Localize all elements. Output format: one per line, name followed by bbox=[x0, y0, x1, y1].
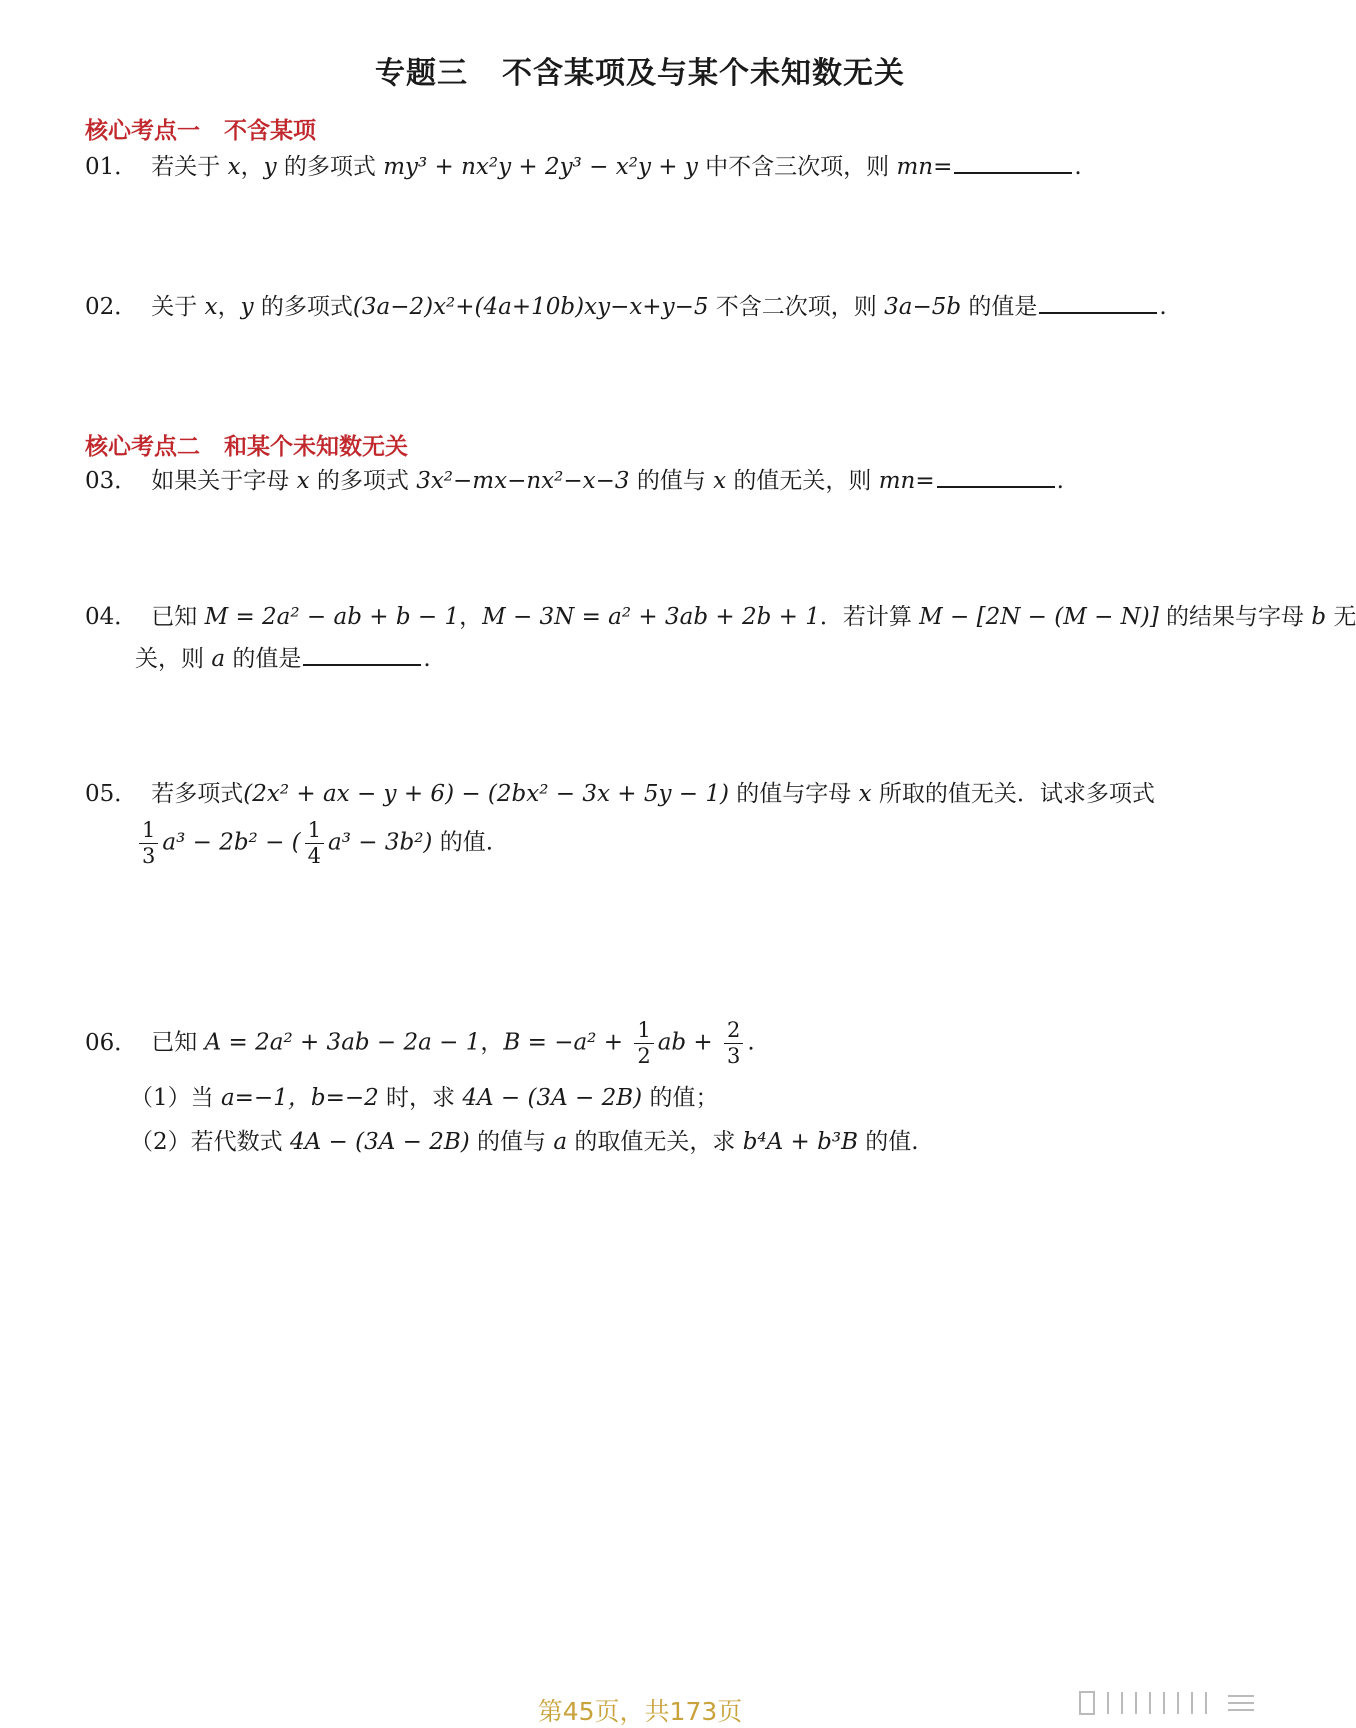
text: 已知 bbox=[151, 604, 205, 630]
section-label: 核心考点一 bbox=[85, 118, 200, 144]
var: x bbox=[227, 154, 241, 180]
answer-blank[interactable] bbox=[303, 646, 421, 666]
expression: a³ − 3b²) bbox=[328, 829, 433, 856]
title-part1: 专题三 bbox=[375, 56, 468, 91]
text: 中不含三次项，则 bbox=[697, 154, 897, 180]
text: 的值是 bbox=[961, 294, 1038, 320]
expression: 4A − (3A − 2B) bbox=[289, 1129, 470, 1155]
polynomial: (3a−2)x²+(4a+10b)xy−x+y−5 bbox=[352, 294, 709, 320]
numerator: 1 bbox=[634, 1018, 653, 1044]
denominator: 4 bbox=[307, 844, 322, 868]
answer-blank[interactable] bbox=[954, 154, 1072, 174]
denominator: 2 bbox=[637, 1044, 651, 1068]
section-name: 和某个未知数无关 bbox=[224, 434, 408, 460]
text: ， bbox=[240, 154, 264, 180]
var: y bbox=[263, 154, 277, 180]
var: a bbox=[553, 1129, 568, 1155]
text: 若代数式 bbox=[190, 1129, 290, 1155]
answer-blank[interactable] bbox=[937, 468, 1055, 488]
expression: 4A − (3A − 2B) bbox=[462, 1085, 643, 1111]
text: 不含二次项，则 bbox=[708, 294, 885, 320]
text: 若多项式 bbox=[151, 781, 244, 807]
formula-m: M = 2a² − ab + b − 1 bbox=[204, 604, 460, 630]
condition: a=−1，b=−2 bbox=[220, 1085, 379, 1111]
fraction-one-quarter bbox=[305, 818, 324, 869]
question-04-line2 bbox=[135, 646, 431, 671]
question-number: 04． bbox=[85, 604, 138, 630]
formula-a: A = 2a² + 3ab − 2a − 1 bbox=[204, 1029, 481, 1056]
text: 的值无关，则 bbox=[726, 468, 879, 494]
numerator: 2 bbox=[724, 1018, 743, 1044]
text: 的值与字母 bbox=[728, 781, 859, 807]
text: ， bbox=[459, 604, 483, 630]
text: 关于 bbox=[151, 294, 205, 320]
var: x bbox=[296, 468, 310, 494]
polynomial: (2x² + ax − y + 6) − (2bx² − 3x + 5y − 1) bbox=[243, 781, 729, 807]
section-name: 不含某项 bbox=[224, 118, 316, 144]
text: . bbox=[1074, 154, 1082, 180]
asked-expr: mn= bbox=[878, 468, 935, 494]
text: 的值. bbox=[432, 829, 494, 856]
question-number: 05． bbox=[85, 781, 138, 807]
question-05-line2 bbox=[135, 818, 493, 869]
expression: b⁴A + b³B bbox=[742, 1129, 858, 1155]
text: 的多项式 bbox=[253, 294, 353, 320]
denominator: 3 bbox=[727, 1044, 741, 1068]
question-06-part1 bbox=[130, 1087, 718, 1110]
question-05 bbox=[85, 783, 1155, 806]
question-03 bbox=[85, 468, 1064, 493]
text: 所取的值无关．试求多项式 bbox=[871, 781, 1155, 807]
question-06 bbox=[85, 1018, 755, 1069]
answer-blank[interactable] bbox=[1039, 294, 1157, 314]
question-06-part2 bbox=[130, 1131, 919, 1154]
question-02 bbox=[85, 294, 1167, 319]
text: 若关于 bbox=[151, 154, 228, 180]
asked-expr: 3a−5b bbox=[884, 294, 962, 320]
polynomial: 3x²−mx−nx²−x−3 bbox=[416, 468, 630, 494]
fraction-one-third bbox=[139, 818, 158, 869]
text: 的值是 bbox=[225, 646, 302, 672]
text: 的值； bbox=[642, 1085, 719, 1111]
question-number: 06． bbox=[85, 1029, 138, 1056]
text: . bbox=[423, 646, 431, 672]
text: 的取值无关，求 bbox=[567, 1129, 743, 1155]
formula-b: B = −a² + bbox=[503, 1029, 631, 1056]
formula-m3n: M − 3N = a² + 3ab + 2b + 1 bbox=[482, 604, 820, 630]
question-number: 03． bbox=[85, 468, 138, 494]
var: x bbox=[713, 468, 727, 494]
text: ．若计算 bbox=[819, 604, 920, 630]
var: b bbox=[1311, 604, 1327, 630]
text: 的值与 bbox=[629, 468, 714, 494]
question-04 bbox=[85, 606, 1356, 629]
question-number: 02． bbox=[85, 294, 138, 320]
denominator: 3 bbox=[142, 844, 156, 868]
polynomial: my³ + nx²y + 2y³ − x²y + y bbox=[383, 154, 698, 180]
page-title bbox=[0, 48, 1280, 92]
formula-b: ab + bbox=[657, 1029, 721, 1056]
var: x bbox=[204, 294, 218, 320]
text: . bbox=[1056, 468, 1064, 494]
numerator: 1 bbox=[305, 818, 324, 844]
title-part2: 不含某项及与某个未知数无关 bbox=[502, 56, 905, 91]
expression: M − [2N − (M − N)] bbox=[919, 604, 1159, 630]
section-heading-1 bbox=[85, 112, 316, 145]
text: . bbox=[747, 1029, 755, 1056]
expression: a³ − 2b² − ( bbox=[162, 829, 301, 856]
watermark-lines-icon bbox=[1078, 1688, 1258, 1718]
text: 的多项式 bbox=[276, 154, 384, 180]
text: 如果关于字母 bbox=[151, 468, 297, 494]
var: x bbox=[858, 781, 872, 807]
fraction-one-half bbox=[634, 1018, 653, 1069]
text: 的多项式 bbox=[309, 468, 417, 494]
text: 无 bbox=[1326, 604, 1356, 630]
section-heading-2 bbox=[85, 428, 408, 461]
text: 的结果与字母 bbox=[1158, 604, 1312, 630]
text: ， bbox=[217, 294, 241, 320]
text: 当 bbox=[190, 1085, 221, 1111]
text: 的值与 bbox=[469, 1129, 554, 1155]
part-label: （1） bbox=[130, 1085, 191, 1111]
var: a bbox=[211, 646, 226, 672]
text: 关，则 bbox=[135, 646, 212, 672]
text: . bbox=[1159, 294, 1167, 320]
text: ， bbox=[480, 1029, 504, 1056]
var: y bbox=[240, 294, 254, 320]
question-number: 01． bbox=[85, 154, 138, 180]
asked-expr: mn= bbox=[896, 154, 953, 180]
text: 已知 bbox=[151, 1029, 205, 1056]
fraction-two-thirds bbox=[724, 1018, 743, 1069]
page-footer: 第45页，共173页 bbox=[537, 1697, 743, 1726]
section-label: 核心考点二 bbox=[85, 434, 200, 460]
question-01 bbox=[85, 154, 1082, 179]
part-label: （2） bbox=[130, 1129, 191, 1155]
numerator: 1 bbox=[139, 818, 158, 844]
text: 时，求 bbox=[378, 1085, 463, 1111]
text: 的值. bbox=[857, 1129, 919, 1155]
